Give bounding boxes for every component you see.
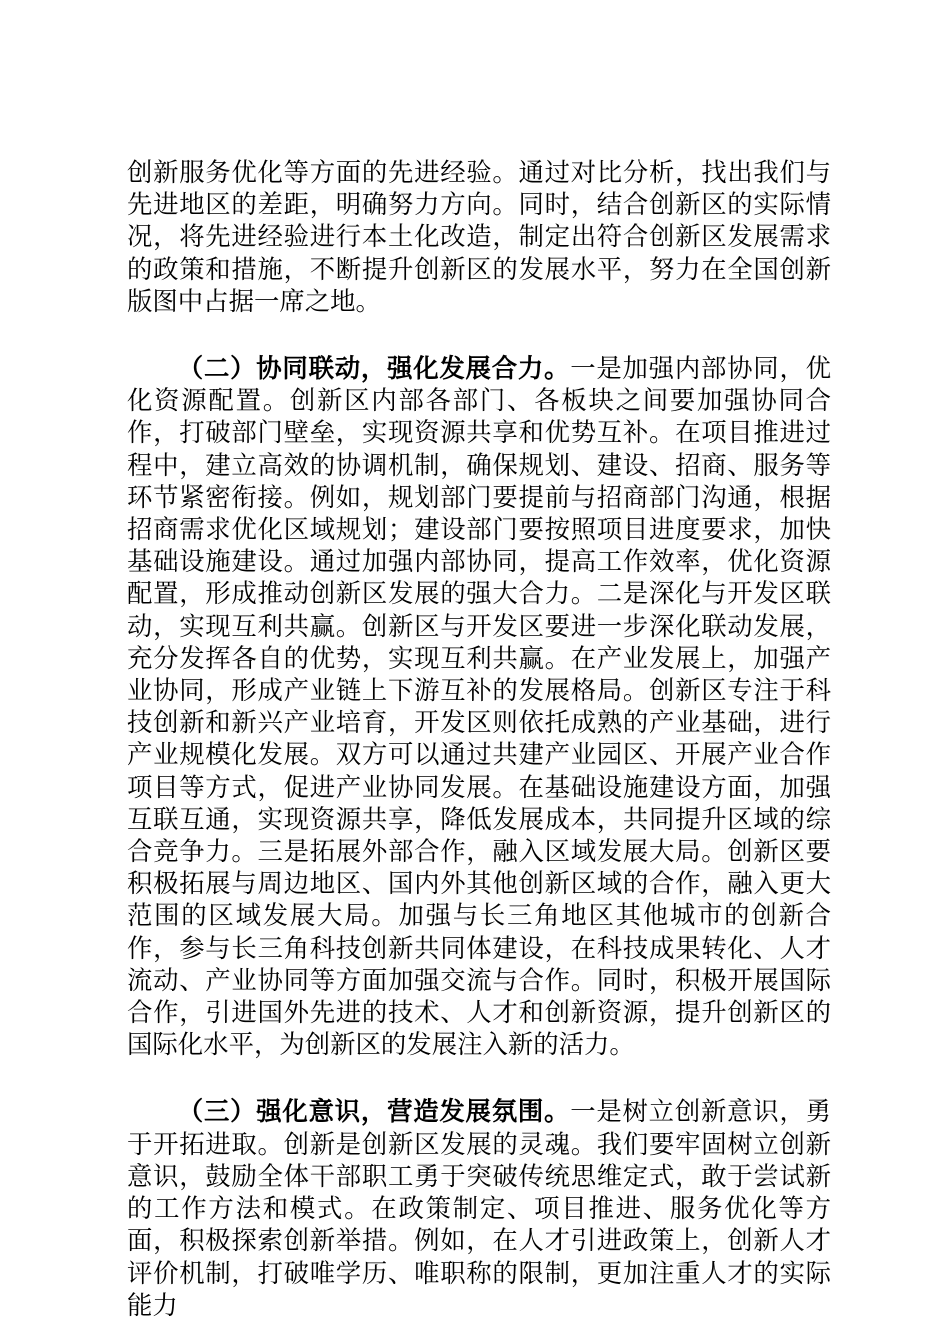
paragraph-coordination (127, 352, 831, 1060)
paragraph-text: 创新服务优化等方面的先进经验。通过对比分析，找出我们与先进地区的差距，明确努力方向。同时，结合创新区的实际情况，将先进经验进行本土化改造，制定出符合创新区发展需求的政策和措施，不断提升创新区的发展水平，努力在全国创新版图中占据一席之地。 (127, 157, 831, 316)
document-page (127, 156, 831, 1321)
section-heading-2: （二）协同联动，强化发展合力。 (177, 353, 571, 384)
paragraph-spacer (127, 1060, 831, 1095)
paragraph-spacer (127, 317, 831, 352)
paragraph-text: 一是加强内部协同，优化资源配置。创新区内部各部门、各板块之间要加强协同合作，打破部门壁垒，实现资源共享和优势互补。在项目推进过程中，建立高效的协调机制，确保规划、建设、招商、服务等环节紧密衔接。例如，规划部门要提前与招商部门沟通，根据招商需求优化区域规划；建设部门要按照项目进度要求，加快基础设施建设。通过加强内部协同，提高工作效率，优化资源配置，形成推动创新区发展的强大合力。二是深化与开发区联动，实现互利共赢。创新区与开发区要进一步深化联动发展，充分发挥各自的优势，实现互利共赢。在产业发展上，加强产业协同，形成产业链上下游互补的发展格局。创新区专注于科技创新和新兴产业培育，开发区则依托成熟的产业基础，进行产业规模化发展。双方可以通过共建产业园区、开展产业合作项目等方式，促进产业协同发展。在基础设施建设方面，加强互联互通，实现资源共享，降低发展成本，共同提升区域的综合竞争力。三是拓展外部合作，融入区域发展大局。创新区要积极拓展与周边地区、国内外其他创新区域的合作，融入更大范围的区域发展大局。加强与长三角地区其他城市的创新合作，参与长三角科技创新共同体建设，在科技成果转化、人才流动、产业协同等方面加强交流与合作。同时，积极开展国际合作，引进国外先进的技术、人才和创新资源，提升创新区的国际化水平，为创新区的发展注入新的活力。 (127, 353, 832, 1060)
paragraph-awareness (127, 1095, 831, 1320)
paragraph-text: 一是树立创新意识，勇于开拓进取。创新是创新区发展的灵魂。我们要牢固树立创新意识，鼓励全体干部职工勇于突破传统思维定式，敢于尝试新的工作方法和模式。在政策制定、项目推进、服务优化等方面，积极探索创新举措。例如，在人才引进政策上，创新人才评价机制，打破唯学历、唯职称的限制，更加注重人才的实际能力 (127, 1096, 832, 1320)
section-heading-3: （三）强化意识，营造发展氛围。 (177, 1096, 571, 1127)
paragraph-continuation (127, 156, 831, 317)
